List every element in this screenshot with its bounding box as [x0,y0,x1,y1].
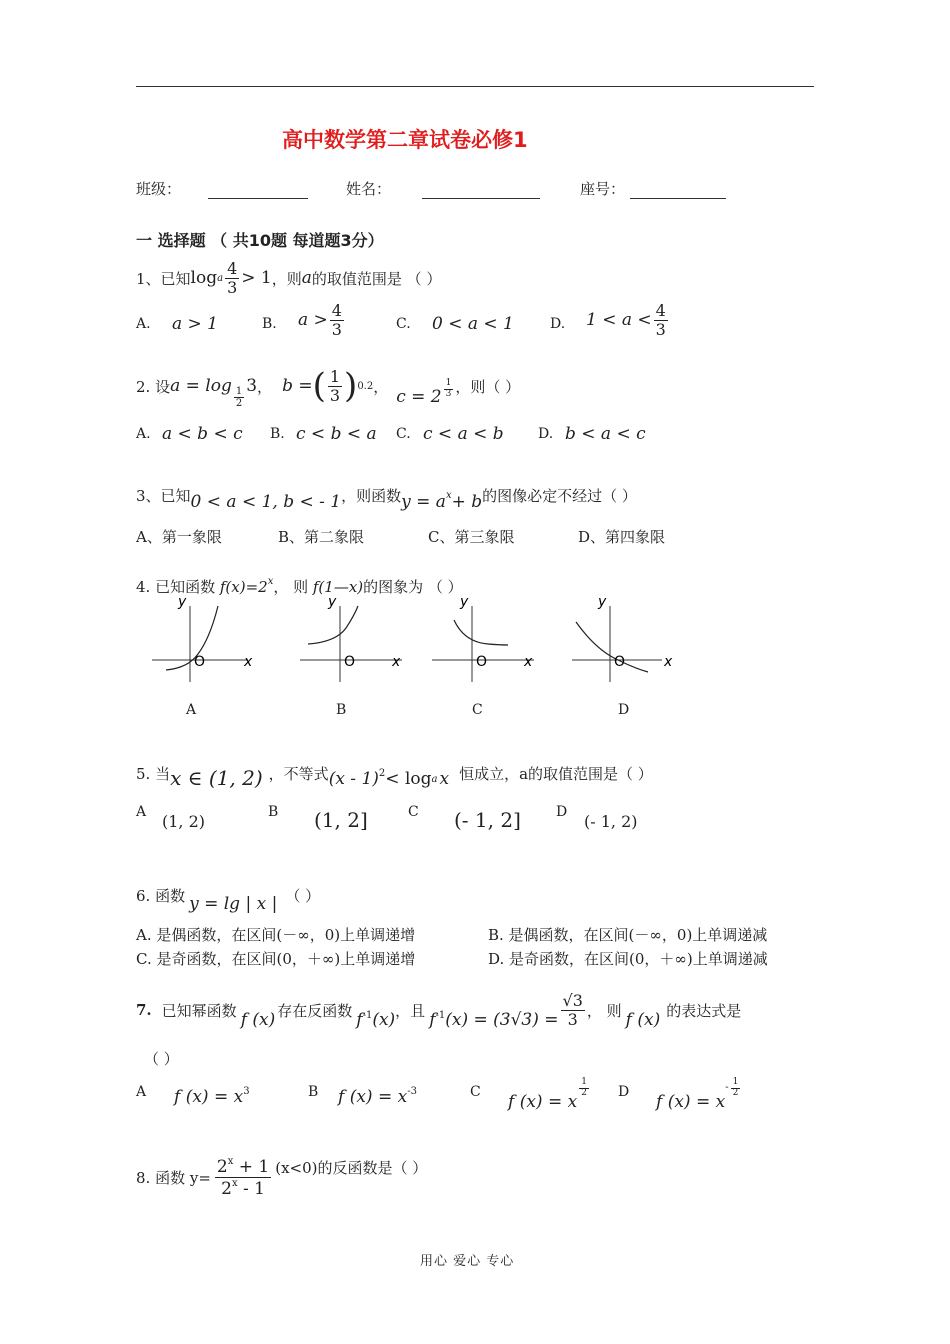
q3-func-tail: + b [451,492,483,512]
class-label: 班级： [136,180,182,198]
q3-func-exp: x [445,489,452,501]
q7-finv-exp: -1 [362,1009,373,1021]
q7-fx-2: f (x) [625,1010,661,1030]
q3-opt-a[interactable]: A、第一象限 [136,528,222,546]
q4-graph-a[interactable] [148,592,264,684]
q6-opt-a[interactable]: A. 是偶函数，在区间(－∞，0)上单调递增 [136,926,416,944]
q1-ineq: > 1 [241,268,272,289]
q3-func: y = a [401,492,446,512]
q4-f1: f(x)=2 [219,578,268,596]
q5-suffix: 恒成立，a的取值范围是（ ） [459,764,653,783]
page-footer: 用心 爱心 专心 [420,1254,515,1269]
q7-answer-paren[interactable]: （ ） [144,1050,179,1068]
q2-opt-d[interactable]: b < a < c [565,424,646,444]
q7-finv-exp-2: -1 [435,1009,446,1021]
q7-opt-c-label: C [470,1084,481,1100]
q7-mid1: 存在反函数 [277,1001,353,1020]
q1-opt-d[interactable]: 1 < a < $\frac{4}{3}$ [586,301,666,339]
q4-label-c: C [472,702,483,718]
q7-opt-c[interactable]: f (x) = x $\frac{1}{2}$ [508,1077,587,1112]
q2-options [136,424,836,448]
q5-options [136,804,836,838]
q4-graph-c[interactable] [428,592,544,684]
q1-opt-b-label: B. [262,316,277,332]
question-7 [136,982,741,1038]
q4-f1-exp: x [267,576,274,587]
q5-ineq: (x - 1) [328,769,379,789]
q2-b-exp: 0.2 [357,380,374,392]
q8-fraction: $\frac{2^x + 1}{2^x - 1}$ [216,1156,270,1199]
q4-a-y-label: y [178,594,187,610]
q1-suffix: 的取值范围是 （ ） [311,269,442,288]
q7-finv-arg: (x) [372,1010,396,1030]
q7-opt-d-label: D [618,1084,630,1100]
q4-c-y-label: y [460,594,469,610]
q1-fraction: $\frac{4}{3}$ [227,259,238,297]
q4-d-x-label: x [664,654,673,670]
q2-opt-a-label: A. [136,426,151,442]
q5-prefix: 5. 当 [136,764,171,783]
q3-opt-b[interactable]: B、第二象限 [278,528,365,546]
q6-opt-c[interactable]: C. 是奇函数，在区间(0，＋∞)上单调递增 [136,950,416,968]
q5-ineq-arg: x [439,769,450,789]
q6-func: y = lg | x | [189,894,278,914]
q7-eq-pre: (x) = (3√3) = [445,1010,559,1030]
q8-prefix: 8. 函数 y= [136,1168,211,1187]
q1-options [136,302,836,348]
q2-opt-a[interactable]: a < b < c [162,424,243,444]
q4-label-a: A [186,702,197,718]
q1-opt-a[interactable]: a > 1 [172,314,219,334]
q3-opt-c[interactable]: C、第三象限 [428,528,515,546]
q4-d-y-label: y [598,594,607,610]
q2-suffix: ，则（ ） [455,377,521,396]
question-3 [136,478,637,512]
q4-label-d: D [618,702,630,718]
q5-ineq-exp: 2 [378,767,386,779]
q3-options [136,526,836,546]
q4-c-o-label: O [476,654,488,670]
page-title: 高中数学第二章试卷必修1 [282,128,528,152]
q3-prefix: 3、已知 [136,486,191,505]
q3-condition: 0 < a < 1, b < - 1 [190,492,342,512]
q2-paren-left: ( [312,366,326,406]
q2-c-exp: $\frac{1}{3}$ [445,377,452,399]
q2-comma-1: ， [257,377,273,396]
q5-opt-c[interactable]: (- 1, 2] [454,808,521,832]
q4-b-o-label: O [344,654,356,670]
q6-opt-d[interactable]: D. 是奇函数，在区间(0，＋∞)上单调递减 [488,950,768,968]
q4-b-y-label: y [328,594,337,610]
q2-b-expr: b = [282,376,313,396]
q2-a-expr: a = log [170,376,232,396]
q1-opt-c-label: C. [396,316,411,332]
q5-opt-b-label: B [268,804,279,820]
seat-label: 座号： [580,180,626,198]
q1-log: log [190,268,218,289]
q4-text-post: 的图象为 （ ） [363,578,463,596]
q5-opt-d-label: D [556,804,568,820]
q2-opt-c[interactable]: c < a < b [423,424,504,444]
q3-suffix: 的图像必定不经过（ ） [482,486,637,505]
q7-opt-a[interactable]: f $(x) = x^3$ [174,1086,250,1107]
q7-fx: f (x) [240,1010,276,1030]
q4-label-b: B [336,702,347,718]
q7-suffix: 的表达式是 [666,1001,742,1020]
question-8 [136,1156,427,1198]
q2-a-arg: 3 [246,376,258,396]
question-1 [136,260,441,296]
q7-opt-a-label: A [136,1084,147,1100]
q2-c-expr: c = 2 [396,387,442,407]
q4-f2: f(1—x) [312,578,364,596]
q8-suffix: (x<0)的反函数是（ ） [275,1158,428,1177]
q4-graph-b[interactable] [296,592,412,684]
q7-finv-2: f [429,1010,436,1030]
q5-opt-a[interactable]: (1, 2) [162,812,206,831]
section-heading: 一 选择题 （ 共10题 每道题3分） [136,231,384,250]
q7-prefix: 已知幂函数 [161,1001,237,1020]
q6-suffix: （ ） [285,886,321,905]
q5-ineq-base: a [431,773,438,785]
class-blank[interactable] [208,184,308,199]
q4-c-x-label: x [524,654,533,670]
question-2 [136,358,520,414]
q5-ineq-tail: < log [385,769,432,789]
q7-opt-d[interactable]: f (x) = x - $\frac{1}{2}$ [656,1077,739,1112]
q3-opt-d[interactable]: D、第四象限 [578,528,666,546]
q5-opt-b[interactable]: (1, 2] [314,808,368,832]
q7-options [136,1076,836,1120]
q5-opt-c-label: C [408,804,419,820]
q4-b-x-label: x [392,654,401,670]
q7-opt-b[interactable]: f $(x) = x^{-3}$ [338,1086,417,1107]
q7-mid3: ， 则 [586,1001,622,1020]
q6-prefix: 6. 函数 [136,886,186,905]
name-label: 姓名： [346,180,392,198]
q2-opt-d-label: D. [538,426,554,442]
header-rule [136,86,814,87]
q5-opt-d[interactable]: (- 1, 2) [584,812,638,831]
question-6 [136,876,320,914]
q5-opt-a-label: A [136,804,147,820]
q1-opt-b[interactable]: a > $\frac{4}{3}$ [298,301,342,339]
q1-mid: ，则 [271,269,302,288]
q2-a-base: $\frac{1}{2}$ [235,385,243,409]
q4-a-o-label: O [194,654,206,670]
q1-opt-d-label: D. [550,316,566,332]
q2-prefix: 2. 设 [136,377,171,396]
q7-finv: f [356,1010,363,1030]
q7-number: 7. [136,1001,152,1019]
q2-paren-right: ) [344,366,358,406]
q6-opt-b[interactable]: B. 是偶函数，在区间(－∞，0)上单调递减 [488,926,768,944]
q7-eq-frac: $\frac{√3}{3}$ [562,990,583,1029]
q2-opt-b-label: B. [270,426,285,442]
q2-opt-b[interactable]: c < b < a [296,424,377,444]
q1-var: a [301,268,312,289]
q4-text-mid: ， 则 [273,578,313,596]
q4-d-o-label: O [614,654,626,670]
name-field [346,178,540,199]
seat-field [580,178,726,199]
q7-mid2: ，且 [395,1001,426,1020]
q1-log-base: a [217,272,224,284]
q4-graph-d[interactable] [568,592,684,684]
question-5 [136,756,653,790]
q4-a-x-label: x [244,654,253,670]
q2-b-frac: $\frac{1}{3}$ [329,366,341,405]
q5-mid: ，不等式 [268,764,329,783]
q1-opt-c[interactable]: 0 < a < 1 [432,314,514,334]
name-blank[interactable] [422,184,540,199]
q2-comma-2: ， [373,377,389,396]
q1-prefix: 1、已知 [136,269,191,288]
q2-opt-c-label: C. [396,426,411,442]
q4-text-pre: 4. 已知函数 [136,578,220,596]
class-field [136,178,308,199]
q3-mid: ，则函数 [341,486,402,505]
seat-blank[interactable] [630,184,726,199]
q1-opt-a-label: A. [136,316,151,332]
q5-condition: x ∈ (1, 2) [170,766,263,790]
q7-opt-b-label: B [308,1084,319,1100]
